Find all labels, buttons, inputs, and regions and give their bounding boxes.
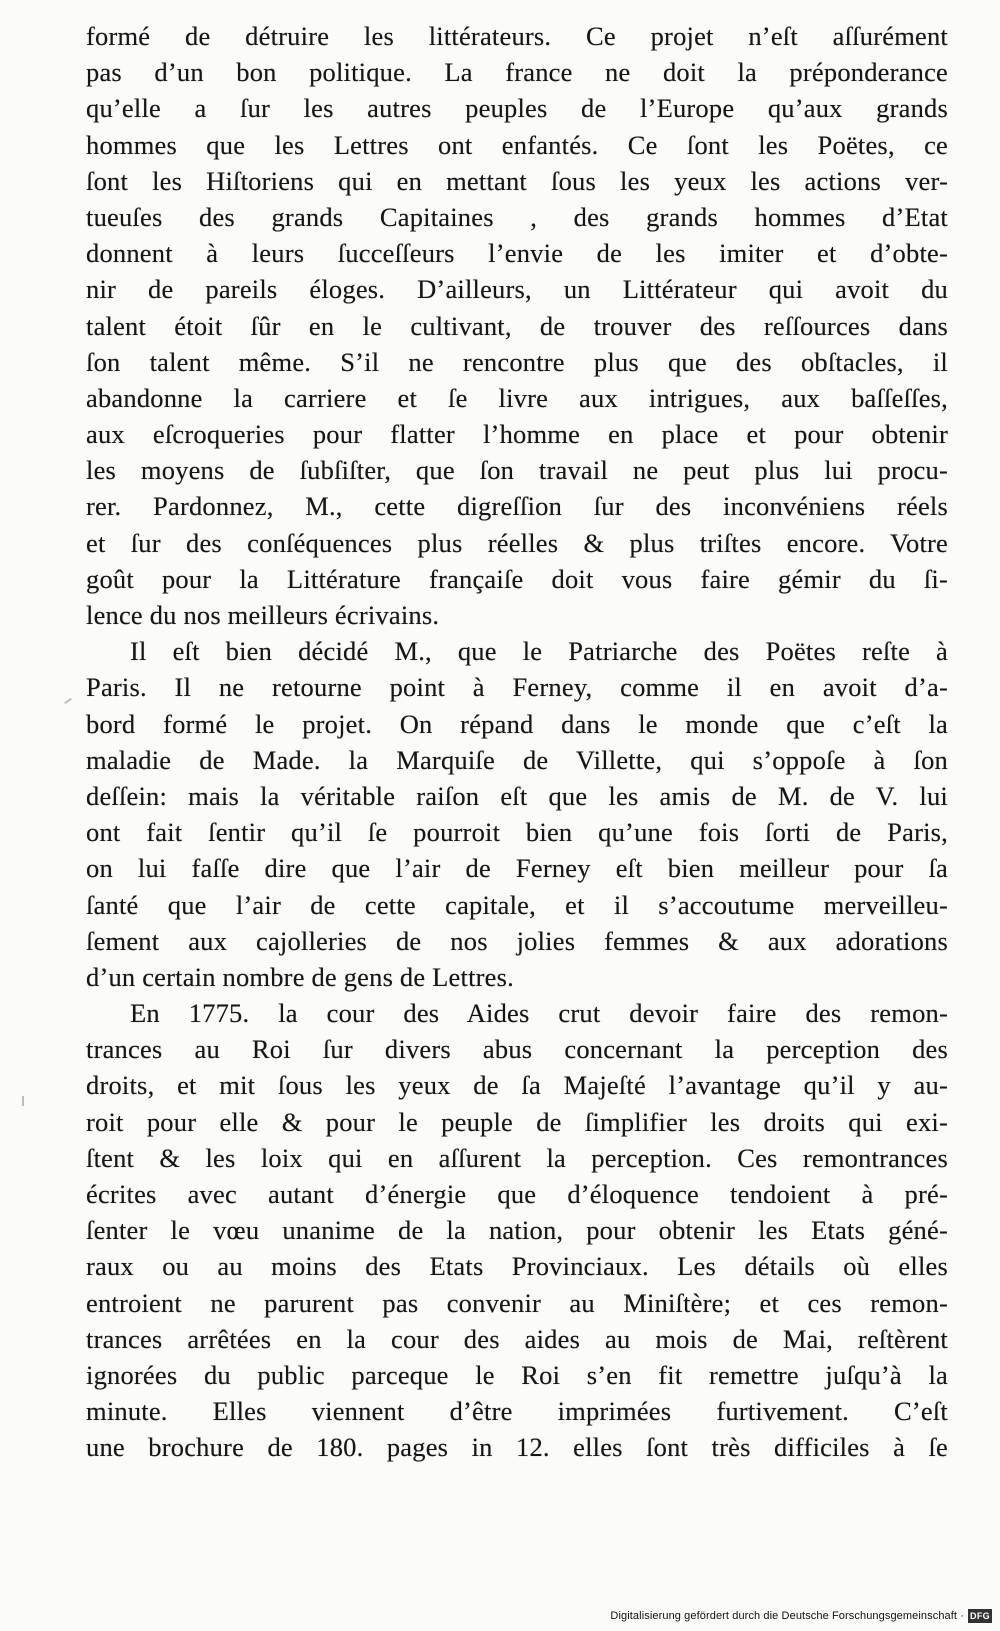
- text-line: qu’elle a ſur les autres peuples de l’Europe qu’aux grands: [86, 93, 948, 124]
- text-line: pas d’un bon politique. La france ne doit la préponderance: [86, 57, 948, 88]
- text-line: lence du nos meilleurs écrivains.: [86, 600, 440, 630]
- text-line: d’un certain nombre de gens de Lettres.: [86, 961, 514, 992]
- text-line: nir de pareils éloges. D’ailleurs, un Littérateur qui avoit du: [86, 274, 948, 305]
- text-line: droits, et mit ſous les yeux de ſa Majeſté l’avantage qu’il y au-: [86, 1070, 948, 1101]
- text-line: hommes que les Lettres ont enfantés. Ce ſont les Poëtes, ce: [86, 129, 948, 160]
- text-line: ſon talent même. S’il ne rencontre plus que des obſtacles, il: [86, 346, 948, 377]
- body-text: [86, 18, 948, 1466]
- margin-scratch-mark: [22, 1096, 24, 1106]
- text-line: trances au Roi ſur divers abus concernant la perception des: [86, 1034, 948, 1065]
- text-line: écrites avec autant d’énergie que d’éloquence tendoient à pré-: [86, 1179, 948, 1209]
- text-line: ſanté que l’air de cette capitale, et il s’accoutume merveilleu-: [86, 889, 948, 920]
- text-line: entroient ne parurent pas convenir au Miniſtère; et ces remon-: [86, 1287, 948, 1318]
- text-line: tueuſes des grands Capitaines , des grands hommes d’Etat: [86, 201, 948, 232]
- paragraph-first-line: Il eſt bien décidé M., que le Patriarche des Poëtes reſte à: [130, 636, 948, 667]
- text-line: minute. Elles viennent d’être imprimées furtivement. C’eſt: [86, 1396, 948, 1427]
- text-line: rer. Pardonnez, M., cette digreſſion ſur des inconvéniens réels: [86, 491, 948, 522]
- text-line: ſtent & les loix qui en aſſurent la perception. Ces remontrances: [86, 1142, 948, 1173]
- footer-credit-text: Digitalisierung gefördert durch die Deutsche Forschungsgemeinschaft ·: [610, 1610, 964, 1622]
- text-line: donnent à leurs ſucceſſeurs l’envie de les imiter et d’obte-: [86, 238, 948, 269]
- digitization-credit: [610, 1607, 992, 1625]
- text-line: goût pour la Littérature françaiſe doit vous faire gémir du ſi-: [86, 563, 948, 594]
- text-line: formé de détruire les littérateurs. Ce projet n’eſt aſſurément: [86, 21, 948, 51]
- text-line: aux eſcroqueries pour flatter l’homme en place et pour obtenir: [86, 419, 948, 450]
- text-line: ont fait ſentir qu’il ſe pourroit bien qu’une fois ſorti de Paris,: [86, 817, 948, 848]
- margin-scratch-mark: [64, 698, 72, 704]
- text-line: raux ou au moins des Etats Provinciaux. Les détails où elles: [86, 1251, 948, 1282]
- text-line: les moyens de ſubſiſter, que ſon travail ne peut plus lui procu-: [86, 455, 948, 486]
- text-line: Paris. Il ne retourne point à Ferney, comme il en avoit d’a-: [86, 672, 948, 703]
- text-line: ſement aux cajolleries de nos jolies femmes & aux adorations: [86, 925, 948, 956]
- text-line: une brochure de 180. pages in 12. elles ſont très difficiles à ſe: [86, 1432, 948, 1463]
- dfg-logo-icon: DFG: [968, 1609, 992, 1623]
- text-line: talent étoit ſûr en le cultivant, de trouver des reſſources dans: [86, 310, 948, 341]
- text-line: on lui faſſe dire que l’air de Ferney eſt bien meilleur pour ſa: [86, 853, 948, 884]
- text-line: maladie de Made. la Marquiſe de Villette, qui s’oppoſe à ſon: [86, 744, 948, 775]
- text-line: et ſur des conſéquences plus réelles & plus triſtes encore. Votre: [86, 527, 948, 558]
- text-line: trances arrêtées en la cour des aides au mois de Mai, reſtèrent: [86, 1323, 948, 1354]
- text-line: ignorées du public parceque le Roi s’en fit remettre juſqu’à la: [86, 1359, 948, 1390]
- text-line: bord formé le projet. On répand dans le monde que c’eſt la: [86, 708, 948, 739]
- text-line: ſenter le vœu unanime de la nation, pour obtenir les Etats géné-: [86, 1215, 948, 1246]
- text-line: ſont les Hiſtoriens qui en mettant ſous les yeux les actions ver-: [86, 165, 948, 196]
- paragraph-first-line: En 1775. la cour des Aides crut devoir faire des remon-: [130, 998, 948, 1029]
- text-line: roit pour elle & pour le peuple de ſimplifier les droits qui exi-: [86, 1106, 948, 1137]
- text-line: deſſein: mais la véritable raiſon eſt que les amis de M. de V. lui: [86, 780, 948, 811]
- text-line: abandonne la carriere et ſe livre aux intrigues, aux baſſeſſes,: [86, 382, 948, 413]
